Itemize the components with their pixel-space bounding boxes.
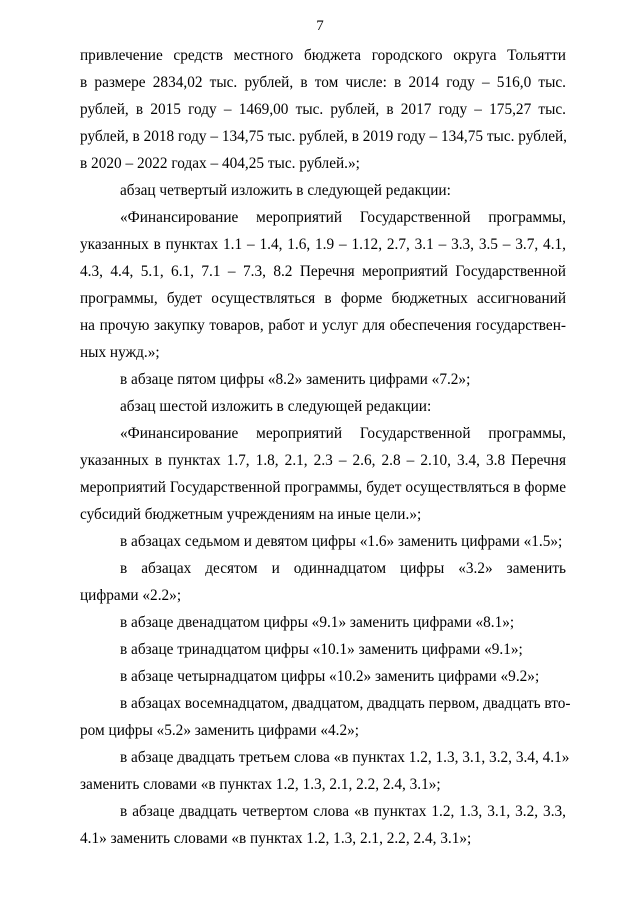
text-line: мероприятий Государственной программы, будет осуществляться в форме: [80, 479, 566, 496]
text-line: в абзаце четырнадцатом цифры «10.2» заменить цифрами «9.2»;: [120, 668, 540, 685]
paragraph-amend-tenth-eleventh: [80, 555, 566, 609]
text-line: абзац четвертый изложить в следующей редакции:: [120, 182, 451, 199]
text-line: на прочую закупку товаров, работ и услуг для обеспечения государствен-: [80, 317, 566, 334]
text-line: программы, будет осуществляться в форме бюджетных ассигнований: [80, 290, 566, 307]
text-line: в абзацах восемнадцатом, двадцатом, двадцать первом, двадцать вто-: [120, 695, 571, 712]
text-line: 4.1» заменить словами «в пунктах 1.2, 1.3, 2.1, 2.2, 2.4, 3.1»;: [80, 830, 472, 847]
paragraph-amend-seventh-ninth: [80, 528, 566, 555]
text-line: в абзаце двенадцатом цифры «9.1» заменить цифрами «8.1»;: [120, 614, 515, 631]
paragraph-amend-thirteenth: [80, 636, 566, 663]
paragraph-funding-local-budget: [80, 42, 566, 177]
text-line: цифрами «2.2»;: [80, 587, 182, 604]
text-line: ных нужд.»;: [80, 344, 160, 361]
page-number: 7: [316, 18, 324, 34]
text-line: в абзаце пятом цифры «8.2» заменить цифрами «7.2»;: [120, 371, 471, 388]
text-line: в размере 2834,02 тыс. рублей, в том числе: в 2014 году – 516,0 тыс.: [80, 74, 566, 91]
text-line: «Финансирование мероприятий Государственной программы,: [120, 425, 566, 442]
text-line: указанных в пунктах 1.1 – 1.4, 1.6, 1.9 – 1.12, 2.7, 3.1 – 3.3, 3.5 – 3.7, 4.1,: [80, 236, 566, 253]
paragraph-amend-twenty-fourth: [80, 798, 566, 852]
text-line: «Финансирование мероприятий Государственной программы,: [120, 209, 566, 226]
text-line: заменить словами «в пунктах 1.2, 1.3, 2.1, 2.2, 2.4, 3.1»;: [80, 776, 441, 793]
text-line: рублей, в 2015 году – 1469,00 тыс. рублей, в 2017 году – 175,27 тыс.: [80, 101, 566, 118]
text-line: ром цифры «5.2» заменить цифрами «4.2»;: [80, 722, 360, 739]
text-line: в абзаце двадцать третьем слова «в пунктах 1.2, 1.3, 3.1, 3.2, 3.4, 4.1»: [120, 749, 570, 766]
text-line: указанных в пунктах 1.7, 1.8, 2.1, 2.3 – 2.6, 2.8 – 2.10, 3.4, 3.8 Перечня: [80, 452, 566, 469]
text-line: в абзаце двадцать четвертом слова «в пунктах 1.2, 1.3, 3.1, 3.2, 3.3,: [120, 803, 566, 820]
text-line: 4.3, 4.4, 5.1, 6.1, 7.1 – 7.3, 8.2 Перечня мероприятий Государственной: [80, 263, 566, 280]
text-line: в 2020 – 2022 годах – 404,25 тыс. рублей.»;: [80, 155, 360, 172]
paragraph-amend-twelfth: [80, 609, 566, 636]
paragraph-amend-fifth: [80, 366, 566, 393]
document-body: [80, 42, 571, 852]
paragraph-amend-twenty-third: [80, 744, 570, 798]
paragraph-amend-fourteenth: [80, 663, 566, 690]
paragraph-amend-sixth: [80, 393, 566, 420]
paragraph-amend-eighteenth-etc: [80, 690, 571, 744]
paragraph-quote-sixth: [80, 420, 566, 528]
text-line: в абзацах седьмом и девятом цифры «1.6» заменить цифрами «1.5»;: [120, 533, 563, 550]
paragraph-amend-fourth: [80, 177, 566, 204]
text-line: в абзаце тринадцатом цифры «10.1» заменить цифрами «9.1»;: [120, 641, 523, 658]
paragraph-quote-fourth: [80, 204, 566, 366]
text-line: субсидий бюджетным учреждениям на иные цели.»;: [80, 506, 422, 523]
text-line: в абзацах десятом и одиннадцатом цифры «3.2» заменить: [120, 560, 566, 577]
text-line: рублей, в 2018 году – 134,75 тыс. рублей, в 2019 году – 134,75 тыс. рублей,: [80, 128, 568, 145]
text-line: абзац шестой изложить в следующей редакции:: [120, 398, 432, 415]
text-line: привлечение средств местного бюджета городского округа Тольятти: [80, 47, 566, 64]
